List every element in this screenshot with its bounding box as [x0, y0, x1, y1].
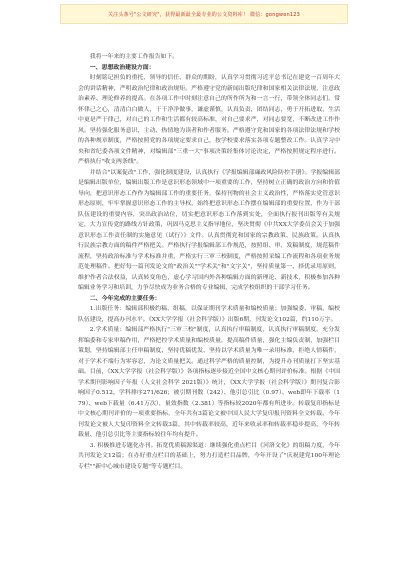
- section1-heading: 一、思想政治建设方面：: [89, 63, 155, 71]
- section2-heading: 二、今年完成的主要任务：: [89, 294, 161, 302]
- section1-paragraph-1: 时刻铭记担负的重托、领导的信任、群众的期盼，认真学习贯彻习近平总书记在建党一百周年大会的讲话精神，严明政治纪律和政治规矩。严格遵守党的新闻出版纪律和国家相关法律法规，注意政治素养、理论修养的提高。在各项工作中时刻注意自己的所作所为和一言一行，带领全体同志们，常怀律己之心，清清白白做人，干干净净做事，谦虚谨慎，认真负责，团结同志，勇于开拓进取，生活中更是严于律己，对自己的工作和生活都有较高标准，对自己要求严，对同志要宽，不断改进工作作风。坚持强化服务意识，主动、热情地为读者和作者服务。严格遵守党和国家的各项法律法规和学校的各种规章制度，严格按照党的各项规定要求自己，按学校要求落实各项专题整改工作。认真学习中央和省纪委各项文件精神，对编辑部"三重一大"事项决策经集体讨论决定，严格按照规定程序进行。严格执行"收支两条线"。: [78, 75, 340, 165]
- section1-paragraph-2: 并结合"以案促改"工作，强化制度建设，认真执行《学报编辑部廉政风险防控手册》。学报编辑部是编辑出版单位，编辑出版工作是意识形态领域中一项重要的工作，坚持树立正确的政治方向和价值导向，把意识形态工作作为编辑部工作的重要任务，保持刊物的社会主义政治性，严格落实党管意识形态原则，牢牢掌握意识形态工作的主导权，始终把意识形态工作摆在编辑部的重要位置，作为干部队伍建设的重要内容，突出政治站位，切实把意识形态工作落到实处，全面执行报刊出版等有关规定，大力宣传党的路线方针政策，巩固马克思主义指导地位，坚决贯彻《中共XX大学委员会关于加强意识形态工作责任制的实施意见（试行）》文件。认真贯彻党和国家的宗教政策、民族政策。认真执行民族宗教方面的稿件严格把关。严格执行学报编辑部工作规范，按照组、审、发稿制度，规范稿件流程，坚持政治标准与学术标准并重，严格实行三审三校制度，严格按照采编工作流程和各项业务规范处理稿件。把好每一篇刊发论文的"政治关""学术关"和"文字关"，坚持质量第一、择优录用原则，维护作者合法权益，认真转变角色，虚心学习国内外各种编辑方面的新理论、新技术，积极参加各种编辑业务学习和培训，力争尽快成为业务合格的专业编辑，完成学校组织的干部学习任务。: [78, 169, 340, 291]
- document-body: [78, 52, 340, 472]
- promo-banner-text: 关注头条号"公文研究"，获得最新最全最专业的公文资料库！ 微信：gongwen123: [107, 11, 301, 18]
- intro-paragraph: 我将一年来的主要工作报告如下。: [89, 54, 179, 60]
- task-item-2: 2.学术质量：编辑部严格执行"三审三校"制度，认真执行审稿制度，认真执行审稿制度，充分发挥编委和专家审稿作用，严格把控学术质量和编校质量，提高稿件质量，强化主编负责制，加强栏目策划，坚持编辑部主任审稿制度、坚持优稿优发、坚持以学术质量为唯一录用标准，拒绝人情稿件，对于学术不端行为零容忍，为论文质量把关。通过科学严格的质量控制，为提升办刊质量打下坚实基础。目前，《XX大学学报（社会科学版）》各项指标逐步接近全国中文核心期刊评价标准。根据《中国学术期刊影响因子年报（人文社会科学 2021版）》统计，《XX大学学报（社会科学版）》期刊复合影响因子0.512，学科排序271/626；被引期刊数（242）、他引总引比（0.97）、web即年下载率（179）、web下载量（6.41万次），量效指数（2.381）等指标较2020年都有所进步。转载复印指标是中文核心期刊评价的一项重要指标，全年共有3篇论文被中国人民大学复印报刊资料全文转载。今年刊发论文被人大复印资料全文转载3篇，其中转载率较高，近年来收录率和转载率稳步提高，今年转载量、他引总引比等主要指标较往年均有提升。: [78, 327, 340, 438]
- task-item-1: 1.出版任务：编辑部积极约稿、组稿，以保证期刊学术质量和编校质量；加强编委、审稿、编校队伍建设，提高办刊水平。《XX大学学报（社会科学版）》出版6期，刊发论文102篇，约110万字。: [78, 306, 340, 323]
- promo-banner[interactable]: [60, 4, 348, 24]
- task-item-3: 3. 积极推进专题化办刊。拓宽优质稿源渠道：继续强化重点栏目《河洛文化》的组稿力度，今年共刊发论文12篇；在办好重点栏目的基础上，努力打造栏目品牌，今年开设了"庆祝建党100年理论专栏""新中心城市建设专题"等专题栏目。: [78, 442, 340, 470]
